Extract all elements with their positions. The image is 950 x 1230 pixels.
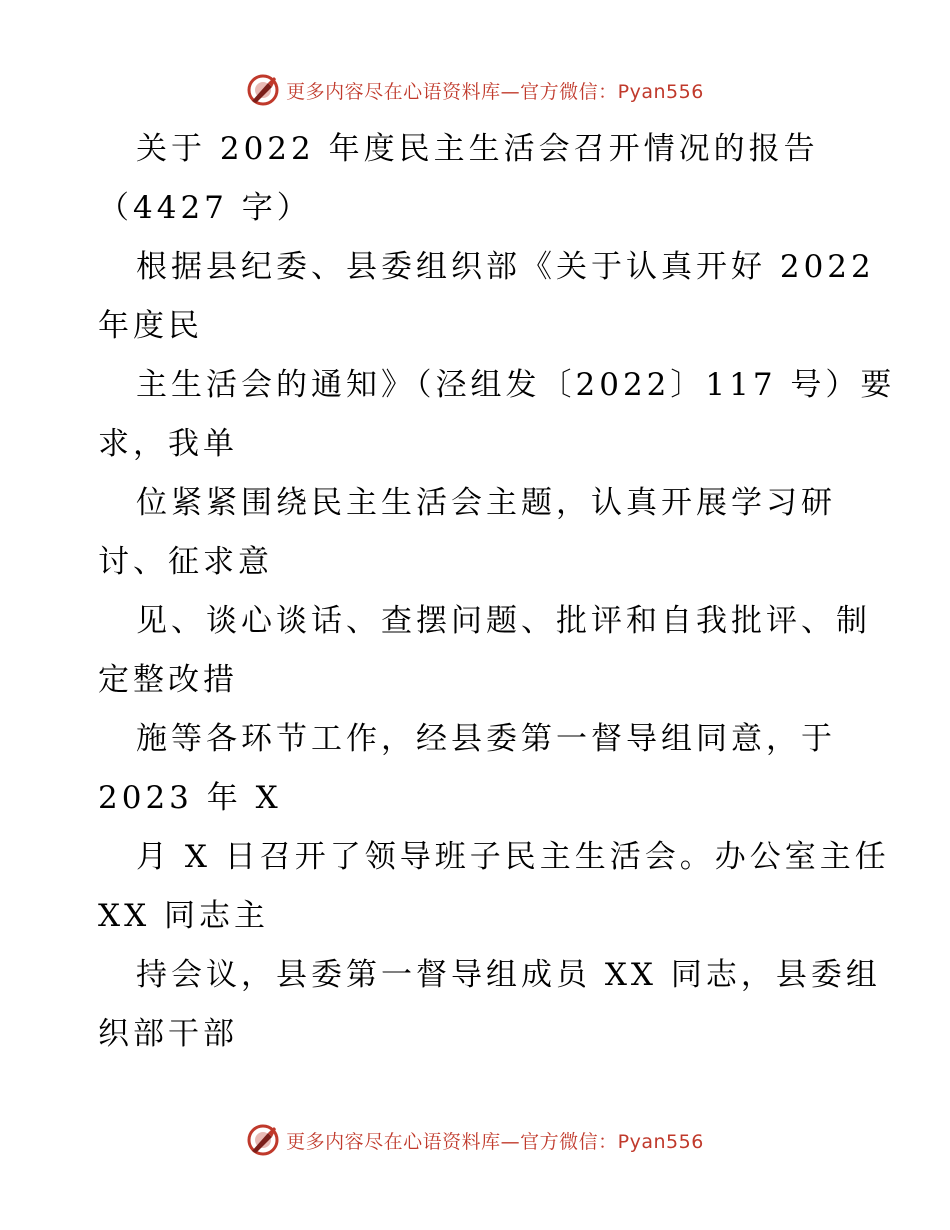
watermark-text xyxy=(286,1127,704,1154)
document-line: 定整改措 xyxy=(98,662,238,698)
document-line: 主生活会的通知》（泾组发〔2022〕117 号）要 xyxy=(136,367,896,403)
watermark-main: 更多内容尽在心语资料库— xyxy=(286,80,521,103)
document-line: 位紧紧围绕民主生活会主题，认真开展学习研 xyxy=(136,485,836,521)
document-line: 根据县纪委、县委组织部《关于认真开好 2022 xyxy=(136,249,875,285)
watermark-main: 更多内容尽在心语资料库— xyxy=(286,1130,521,1153)
document-line: 织部干部 xyxy=(98,1016,238,1052)
document-line: 2023 年 X xyxy=(98,780,282,816)
document-line: （4427 字） xyxy=(98,190,312,226)
watermark-header xyxy=(0,70,950,110)
document-line: 持会议，县委第一督导组成员 XX 同志，县委组 xyxy=(136,957,881,993)
document-line: 月 X 日召开了领导班子民主生活会。办公室主任 xyxy=(136,839,890,875)
pen-logo-icon xyxy=(246,73,280,107)
watermark-tail: 官方微信：Pyan556 xyxy=(520,1130,704,1153)
watermark-tail: 官方微信：Pyan556 xyxy=(520,80,704,103)
document-line: XX 同志主 xyxy=(98,898,269,934)
document-line: 讨、征求意 xyxy=(98,544,273,580)
document-line: 施等各环节工作，经县委第一督导组同意，于 xyxy=(136,721,836,757)
document-line: 年度民 xyxy=(98,308,203,344)
document-line: 见、谈心谈话、查摆问题、批评和自我批评、制 xyxy=(136,603,871,639)
document-line: 求，我单 xyxy=(98,426,238,462)
pen-logo-icon xyxy=(246,1123,280,1157)
watermark-text xyxy=(286,77,704,104)
document-line: 关于 2022 年度民主生活会召开情况的报告 xyxy=(136,131,819,167)
watermark-footer xyxy=(0,1120,950,1160)
document-body xyxy=(98,120,896,1064)
